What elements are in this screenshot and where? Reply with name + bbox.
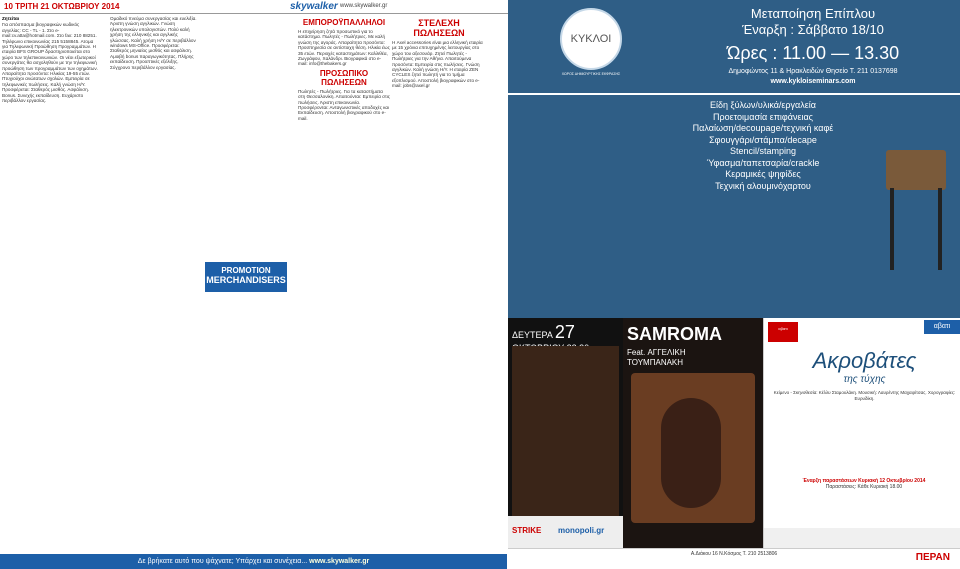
col1-text: Για απόσπασμα βιογραφικών κωδικός αγγελίας: CC - TL - 1. Στο e-mail:cv.atta@hotmail.com. Στο fax: 210 88251. Τηλέφωνο επικοινωνίας 215 5158845. Ατομα για Τηλεφωνική Προώθηση Προγραμμάτων. Η εταιρία BFS GROUP δραστηριοποιείται στο χώρο των τηλεπικοινωνιών. Οι νέοι εξωτερικοί συνεργάτες θα ασχοληθούν με την τηλεφωνική προώθηση των προγραμμάτων των οχημάτων. Απαραίτητα προσόντα: Ηλικίας 19-55 ετών. Πτυχιούχοι ανώτατων σχολών. Εμπειρία σε τηλεφωνικές πωλήσεις. Καλή γνώση Η/Υ. Προσφέρεται: Σταθερός μισθός. Ασφάλιση. Bonus. Συνεχής εκπαίδευση. Ευχάριστο περιβάλλον εργασίας. <box>2 22 98 104</box>
play-dates <box>794 478 934 518</box>
sponsor-logo: monopoli.gr <box>558 526 605 535</box>
topic-item: Σφουγγάρι/στάμπα/decape <box>709 134 817 145</box>
classifieds-column-4 <box>298 16 390 564</box>
topic-item: Stencil/stamping <box>729 146 797 156</box>
classifieds-column-1 <box>2 16 98 564</box>
col3b-head: ΠΡΟΣΩΠΙΚΟ ΠΩΛΗΣΕΩΝ <box>319 68 369 87</box>
ad-hours: Ώρες : 11.00 — 13.30 <box>726 43 900 63</box>
play-subtitle: της τύχης <box>843 374 886 385</box>
peran-logo: ΠΕΡΑΝ <box>915 552 950 563</box>
chair-leg <box>890 188 894 270</box>
classifieds-column-2 <box>110 16 198 564</box>
featured-artist-surname: ΤΟΥΜΠΑΝΑΚΗ <box>627 358 684 367</box>
ad-divider <box>508 93 960 95</box>
ad-title <box>668 6 958 38</box>
footer-banner[interactable] <box>0 554 507 569</box>
kykloi-logo <box>560 8 622 70</box>
sponsor-logos <box>508 516 623 548</box>
col2-text: Ομαδικό πνεύμα συνεργασίας και ευελιξία. Άριστη γνώση αγγλικών. Γνώση ηλεκτρονικών υπολογιστών. Πολύ καλή χρήση της ελληνικής και αγγλικής γλώσσας. Καλή χρήση Η/Υ σε περιβάλλον windows MS-Office. Προσφέρεται: Σταθερός μηνιαίος μισθός και ασφάλιση. Αμοιβή bonus παραγωγικότητας. Πλήρης εκπαίδευση. Προοπτικές εξέλιξης. Σύγχρονο περιβάλλον εργασίας. <box>110 16 197 70</box>
footer-text: Δε βρήκατε αυτό που ψάχνατε; Υπάρχει και συνέχεια... <box>137 558 310 565</box>
col3-head: ΕΜΠΟΡΟΫΠΑΛΛΗΛΟΙ <box>302 18 386 27</box>
play-title: Ακροβάτες <box>812 348 917 373</box>
workshop-ad <box>508 0 960 318</box>
theatre-ad <box>763 318 960 554</box>
topic-item: Προετοιμασία επιφάνειας <box>712 111 814 122</box>
kykloi-subtitle: ΧΩΡΟΣ ΔΗΜΙΟΥΡΓΙΚΗΣ ΕΚΦΡΑΣΗΣ <box>561 72 621 76</box>
skywalker-logo[interactable]: skywalker <box>290 1 338 12</box>
concert-poster <box>508 318 623 548</box>
play-opening: Έναρξη παραστάσεων Κυριακή 12 Οκτωβρίου 2014 <box>802 478 926 484</box>
ad-address: Δημοφώντος 11 & Ηρακλειδών Θησείο Τ. 211 0137698 <box>728 68 898 75</box>
samroma-poster <box>623 318 763 554</box>
col3b-text: Πωλητές - Πωλήτριες. Για τα καταστήματα στη Θεσσαλονίκη. Απαιτούνται: Εμπειρία στις πωλήσεις. Άριστη επικοινωνία. Προσφέρονται: Ανταγωνιστικές αποδοχές και Εκπαίδευση. Αποστολή βιογραφικού στο e-mail. <box>298 88 390 121</box>
col3-text: Η επιχείρηση ζητά προσωπικό για το κατάστημα. Πωλητές - Πωλήτριες. Με καλή γνώση της αγοράς. Απαραίτητα προσόντα: Προϋπηρεσία σε αντίστοιχη θέση. Ηλικία έως 35 ετών. Περιοχές καταστημάτων: Καλλιθέα, Ζωγράφου, Χαλάνδρι. Βιογραφικά στο e-mail: info@thebakers.gr <box>298 29 390 67</box>
col4-text: Η Axel accessories είναι μια ελληνική εταιρία με 15 χρόνια επιτυχημένης λειτουργίας στο χώρο του αξεσουάρ. Ζητεί Πωλητές - Πωλήτριες για την Αθήνα. Απαιτούμενα προσόντα: Εμπειρία στις πωλήσεις. Γνώση αγγλικών. Καλή γνώση Η/Υ. Η εταιρία ZEN CYCLES ζητεί πωλητή για το τμήμα εξοπλισμού. Αποστολή βιογραφικών στο e-mail: jobs@axel.gr <box>392 40 483 89</box>
topic-item: Είδη ξύλων/υλικά/εργαλεία <box>710 100 816 110</box>
play-credits: Κείμενο - Σκηνοθεσία: Κέλλυ Σταμουλάκη. Μουσική: Λαυρέντης Μαχαιρίτσας. Χορογραφίες: Ευρυδίκη. <box>773 390 956 401</box>
chair-illustration <box>886 150 946 270</box>
topic-item: Παλαίωση/decoupage/τεχνική καφέ <box>692 123 834 133</box>
concert-photo <box>512 346 619 516</box>
ad-topics-list <box>633 100 893 192</box>
col4-head: ΣΤΕΛΕΧΗ ΠΩΛΗΣΕΩΝ <box>413 18 465 38</box>
ad-title-line2: Έναρξη : Σάββατο 18/10 <box>742 22 884 37</box>
concert-day-number: 27 <box>554 322 575 342</box>
topic-item: Κεραμικές ψηφίδες <box>725 169 801 179</box>
band-name: SAMROMA <box>627 324 722 344</box>
play-schedule: Παραστάσεις: Κάθε Κυριακή 18.00 <box>825 484 903 490</box>
theatre-badge: αβατι <box>924 320 960 334</box>
topic-item: Τεχνική αλουμινόχαρτου <box>715 180 811 191</box>
topic-item: Ύφασμα/ταπετσαρία/crackle <box>706 157 820 168</box>
concert-day: ΔΕΥΤΕΡΑ <box>512 330 553 340</box>
featured-artist: Feat. ΑΓΓΕΛΙΚΗ <box>627 348 686 357</box>
site-url[interactable]: www.skywalker.gr <box>340 3 388 9</box>
promo-line1: PROMOTION <box>221 266 271 275</box>
theatre-logo: αβατι <box>768 322 798 342</box>
chair-seat <box>886 150 946 190</box>
ad-website[interactable]: www.kykloiseminars.com <box>770 78 856 85</box>
band-member-silhouette <box>661 398 721 508</box>
chair-leg <box>938 188 942 270</box>
col1-title: Ζητείται <box>2 16 20 21</box>
sponsor-logo: STRIKE <box>512 526 542 535</box>
issue-date: 10 ΤΡΙΤΗ 21 ΟΚΤΩΒΡΙΟΥ 2014 <box>4 2 120 11</box>
promotion-merchandisers-box <box>205 262 287 292</box>
kykloi-logo-text: ΚΥΚΛΟΙ <box>570 33 612 45</box>
bottom-address-bar <box>508 548 960 569</box>
venue-address: Α.Διάκου 16 Ν.Κόσμος Τ. 210 2513806 <box>690 551 778 557</box>
footer-site[interactable]: www.skywalker.gr <box>309 558 370 565</box>
classifieds-column-5 <box>392 16 486 564</box>
ad-title-line1: Μεταποίηση Επίπλου <box>750 6 876 21</box>
promo-line2: MERCHANDISERS <box>206 275 286 285</box>
